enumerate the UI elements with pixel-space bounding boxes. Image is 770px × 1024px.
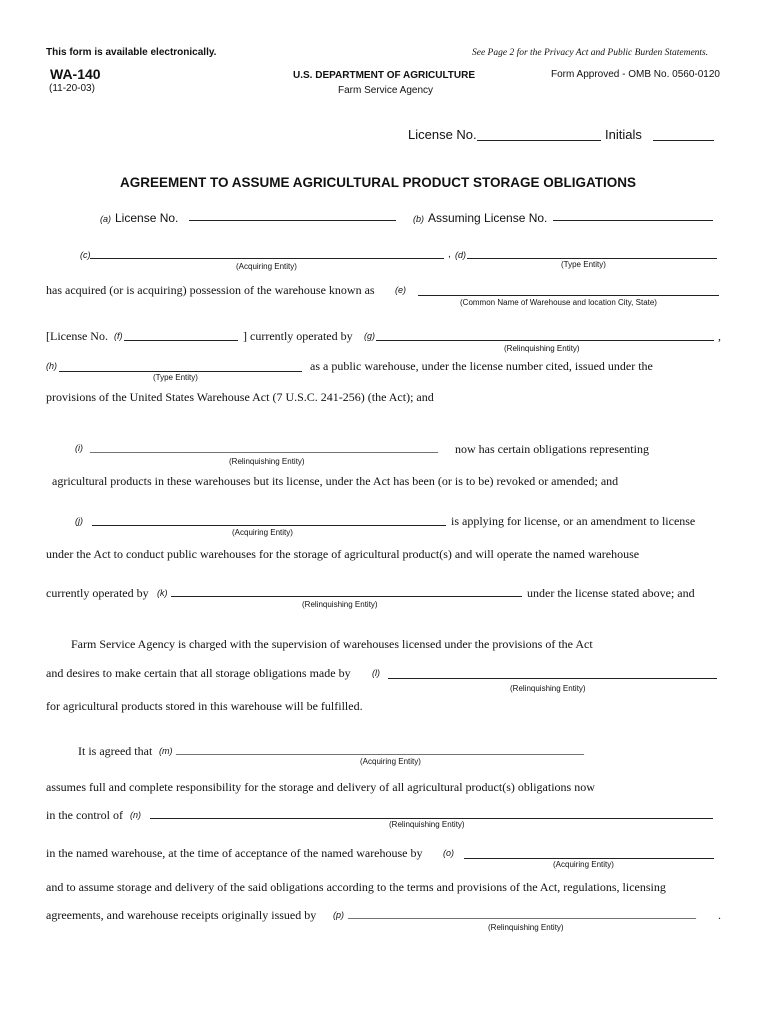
type-entity-field-d[interactable]: [467, 258, 717, 259]
terms-text: and to assume storage and delivery of the said obligations according to the terms and provisions of the Act, regulations, licensing: [46, 880, 666, 894]
control-text: in the control of: [46, 808, 123, 822]
field-c-letter: (c): [80, 250, 91, 260]
field-d-letter: (d): [455, 250, 466, 260]
caption-acquiring-entity-o: (Acquiring Entity): [553, 860, 614, 869]
acquiring-entity-field-m[interactable]: ____________________________________________________________________: [176, 742, 584, 756]
field-o-letter: (o): [443, 848, 454, 858]
acquiring-entity-field-c[interactable]: [90, 258, 444, 259]
assumes-text: assumes full and complete responsibility for the storage and delivery of all agricultural product(s) obligations now: [46, 780, 595, 794]
caption-relinquishing-entity-g: (Relinquishing Entity): [504, 344, 580, 353]
license-no-field-f[interactable]: [124, 340, 238, 341]
field-n-letter: (n): [130, 810, 141, 820]
possession-text: has acquired (or is acquiring) possession of the warehouse known as: [46, 283, 375, 297]
caption-acquiring-entity-c: (Acquiring Entity): [236, 262, 297, 271]
caption-type-entity-d: (Type Entity): [561, 260, 606, 269]
electronic-availability-note: This form is available electronically.: [46, 47, 217, 58]
fsa-text: Farm Service Agency is charged with the supervision of warehouses licensed under the provisions of the Act: [71, 637, 593, 651]
conduct-text: under the Act to conduct public warehouses for the storage of agricultural product(s) and will operate the named warehouse: [46, 547, 640, 561]
relinquishing-entity-field-n[interactable]: [150, 818, 713, 819]
named-warehouse-text: in the named warehouse, at the time of acceptance of the named warehouse by: [46, 846, 423, 860]
field-c-separator: ,: [448, 249, 451, 260]
license-close-text: ] currently operated by: [243, 329, 353, 343]
caption-acquiring-entity-m: (Acquiring Entity): [360, 757, 421, 766]
agricultural-text: agricultural products in these warehouses but its license, under the Act has been (or is to be) revoked or amended; and: [52, 474, 619, 488]
field-g-letter: (g): [364, 331, 375, 341]
field-f-letter: (f): [114, 331, 123, 341]
relinquishing-entity-field-k[interactable]: [171, 596, 522, 597]
field-p-period: .: [718, 908, 721, 922]
type-entity-field-h[interactable]: [59, 371, 302, 372]
field-b-letter: (b): [413, 214, 424, 224]
public-warehouse-text: as a public warehouse, under the license number cited, issued under the: [310, 359, 653, 373]
relinquishing-entity-field-g[interactable]: [376, 340, 714, 341]
field-l-letter: (l): [372, 668, 380, 678]
field-h-letter: (h): [46, 361, 57, 371]
field-b-label: Assuming License No.: [428, 211, 548, 225]
privacy-note: See Page 2 for the Privacy Act and Public Burden Statements.: [472, 48, 709, 58]
caption-acquiring-entity-j: (Acquiring Entity): [232, 528, 293, 537]
desires-text: and desires to make certain that all storage obligations made by: [46, 666, 351, 680]
caption-relinquishing-entity-p: (Relinquishing Entity): [488, 923, 564, 932]
agreed-text: It is agreed that: [78, 744, 153, 758]
field-k-letter: (k): [157, 588, 168, 598]
caption-relinquishing-entity-k: (Relinquishing Entity): [302, 600, 378, 609]
field-i-letter: (i): [75, 443, 83, 453]
header-license-field[interactable]: [477, 140, 601, 141]
license-no-field[interactable]: [189, 220, 396, 221]
omb-approval: Form Approved - OMB No. 0560-0120: [551, 69, 720, 80]
warehouse-name-field-e[interactable]: [418, 295, 719, 296]
relinquishing-entity-field-p[interactable]: __________________________________________________________: [348, 906, 696, 920]
caption-relinquishing-entity-l: (Relinquishing Entity): [510, 684, 586, 693]
under-license-text: under the license stated above; and: [527, 586, 695, 600]
department-name: U.S. DEPARTMENT OF AGRICULTURE: [293, 70, 476, 81]
agreements-text: agreements, and warehouse receipts originally issued by: [46, 908, 317, 922]
form-number: WA-140: [50, 66, 101, 82]
relinquishing-entity-field-i[interactable]: __________________________________________________________: [90, 440, 438, 454]
field-p-letter: (p): [333, 910, 344, 920]
caption-common-name: (Common Name of Warehouse and location City, State): [460, 298, 657, 307]
applying-text: is applying for license, or an amendment to license: [451, 514, 696, 528]
header-license-label: License No.: [408, 127, 477, 142]
obligations-text: now has certain obligations representing: [455, 442, 649, 456]
caption-relinquishing-entity-i: (Relinquishing Entity): [229, 457, 305, 466]
field-b-row: [413, 209, 547, 227]
relinquishing-entity-field-l[interactable]: [388, 678, 717, 679]
form-date: (11-20-03): [49, 83, 95, 94]
field-g-comma: ,: [718, 329, 721, 343]
caption-type-entity-h: (Type Entity): [153, 373, 198, 382]
provisions-text: provisions of the United States Warehouse Act (7 U.S.C. 241-256) (the Act); and: [46, 390, 434, 404]
header-initials-label: Initials: [605, 127, 642, 142]
field-a-row: [100, 209, 178, 227]
fulfilled-text: for agricultural products stored in this warehouse will be fulfilled.: [46, 699, 363, 713]
form-title: AGREEMENT TO ASSUME AGRICULTURAL PRODUCT STORAGE OBLIGATIONS: [120, 175, 637, 190]
field-m-letter: (m): [159, 746, 173, 756]
caption-relinquishing-entity-n: (Relinquishing Entity): [389, 820, 465, 829]
field-e-letter: (e): [395, 285, 406, 295]
field-a-letter: (a): [100, 214, 111, 224]
currently-operated-text: currently operated by: [46, 586, 149, 600]
assuming-license-no-field[interactable]: [553, 220, 713, 221]
acquiring-entity-field-o[interactable]: [464, 858, 714, 859]
acquiring-entity-field-j[interactable]: [92, 525, 446, 526]
agency-name: Farm Service Agency: [338, 85, 434, 96]
license-open-text: [License No.: [46, 329, 108, 343]
header-initials-field[interactable]: [653, 140, 714, 141]
field-j-letter: (j): [75, 516, 83, 526]
field-a-label: License No.: [115, 211, 179, 225]
